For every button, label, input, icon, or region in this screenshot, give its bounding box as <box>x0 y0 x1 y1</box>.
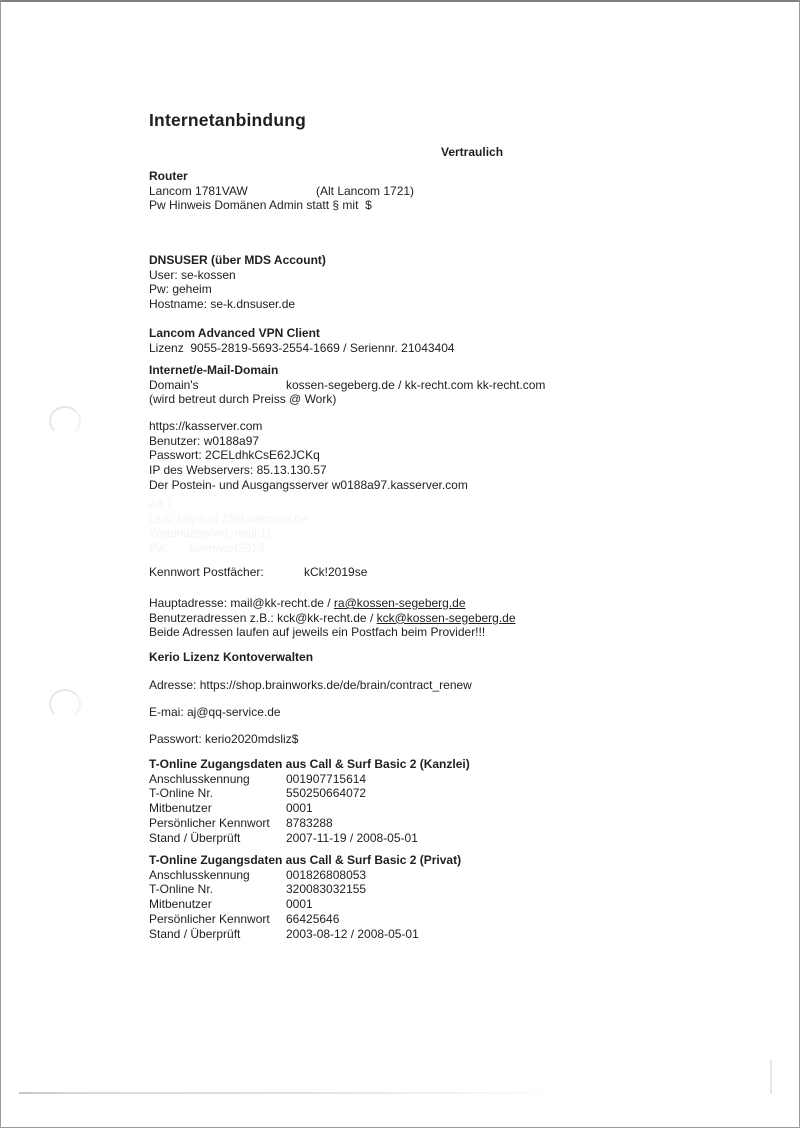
table-row <box>149 772 470 787</box>
row-value: 2003-08-12 / 2008-05-01 <box>286 926 419 941</box>
dnsuser-hostname: Hostname: se-k.dnsuser.de <box>149 297 296 312</box>
row-label: Mitbenutzer <box>149 897 212 912</box>
router-model: Lancom 1781VAW <box>149 183 248 198</box>
section-heading: DNSUSER (über MDS Account) <box>149 253 326 267</box>
kerio-email: E-mai: aj@qq-service.de <box>149 705 281 719</box>
row-label: Mitbenutzer <box>149 801 212 816</box>
table-row <box>149 786 470 801</box>
faded-line: Alt 7 <box>149 497 174 511</box>
faded-line: Link: https://1736f.webmail.de <box>149 511 308 526</box>
user-address-link: kck@kossen-segeberg.de <box>376 610 516 625</box>
table-row <box>149 897 461 912</box>
kerio-email-line <box>149 705 281 720</box>
scan-artifact-bottom-line <box>19 1092 564 1094</box>
confidential-label: Vertraulich <box>441 145 504 159</box>
row-label: Anschlusskennung <box>149 867 250 882</box>
section-heading: Lancom Advanced VPN Client <box>149 326 320 340</box>
dnsuser-user: User: se-kossen <box>149 267 236 282</box>
mailbox-password-row <box>149 565 367 580</box>
section-tonline-privat <box>149 853 461 941</box>
vpn-license: Lizenz 9055-2819-5693-2554-1669 / Seriennr. 21043404 <box>149 340 455 355</box>
domain-label: Domain's <box>149 377 199 392</box>
kasserver-password: Passwort: 2CELdhkCsE62JCKq <box>149 448 320 463</box>
row-label: Stand / Überprüft <box>149 926 241 941</box>
main-address-link: ra@kossen-segeberg.de <box>333 596 466 610</box>
punch-hole <box>49 406 81 436</box>
section-vpn-client <box>149 326 455 355</box>
section-heading: T-Online Zugangsdaten aus Call & Surf Basic 2 (Kanzlei) <box>149 757 470 771</box>
section-kerio <box>149 650 313 665</box>
router-model-line <box>149 184 415 199</box>
mailbox-password-label: Kennwort Postfächer: <box>149 565 264 579</box>
row-value: 320083032155 <box>286 882 367 897</box>
faded-line: Webmailserver, mail 1f <box>149 526 271 541</box>
row-value: 8783288 <box>286 815 333 830</box>
row-value: 2007-11-19 / 2008-05-01 <box>286 830 418 845</box>
table-row <box>149 882 461 897</box>
faded-line: Pw: kennwort2019 <box>149 541 265 556</box>
scan-artifact-right-edge <box>770 1060 772 1094</box>
domain-row <box>149 378 545 393</box>
section-mailbox-password <box>149 565 367 580</box>
router-model-alt: (Alt Lancom 1721) <box>316 183 415 198</box>
section-tonline-kanzlei <box>149 757 470 845</box>
row-value: 001826808053 <box>286 867 367 882</box>
table-row <box>149 831 470 846</box>
section-heading: Internet/e-Mail-Domain <box>149 363 279 377</box>
table-row <box>149 927 461 942</box>
section-kasserver <box>149 419 468 493</box>
user-address-line <box>149 611 516 626</box>
row-label: Anschlusskennung <box>149 771 250 786</box>
domain-note: (wird betreut durch Preiss @ Work) <box>149 392 337 407</box>
row-value: 001907715614 <box>286 771 367 786</box>
section-heading: T-Online Zugangsdaten aus Call & Surf Basic 2 (Privat) <box>149 853 462 867</box>
row-label: Persönlicher Kennwort <box>149 815 270 830</box>
row-label: T-Online Nr. <box>149 882 214 897</box>
row-value: 66425646 <box>286 911 340 926</box>
kasserver-user: Benutzer: w0188a97 <box>149 433 260 448</box>
dnsuser-password: Pw: geheim <box>149 282 212 297</box>
section-domain <box>149 363 545 407</box>
section-dnsuser <box>149 253 326 312</box>
addresses-note: Beide Adressen laufen auf jeweils ein Postfach beim Provider!!! <box>149 625 486 640</box>
table-row <box>149 816 470 831</box>
router-pw-note: Pw Hinweis Domänen Admin statt § mit $ <box>149 198 372 213</box>
section-heading: Router <box>149 169 188 183</box>
row-label: T-Online Nr. <box>149 786 214 801</box>
section-router <box>149 169 415 213</box>
row-value: 0001 <box>286 897 313 912</box>
row-label: Persönlicher Kennwort <box>149 911 270 926</box>
row-value: 0001 <box>286 801 313 816</box>
kerio-password: Passwort: kerio2020mdsliz$ <box>149 732 299 746</box>
kerio-password-line <box>149 732 298 747</box>
punch-hole <box>49 689 81 719</box>
main-address-line <box>149 596 516 611</box>
section-heading: Kerio Lizenz Kontoverwalten <box>149 650 314 664</box>
row-label: Stand / Überprüft <box>149 830 241 845</box>
user-address-prefix: Benutzeradressen z.B.: kck@kk-recht.de / <box>149 610 377 625</box>
table-row <box>149 868 461 883</box>
page-title: Internetanbindung <box>149 110 306 130</box>
mailbox-password-value: kCk!2019se <box>304 565 368 579</box>
kerio-address-line <box>149 678 472 693</box>
table-row <box>149 912 461 927</box>
section-addresses <box>149 596 516 640</box>
kasserver-mailserver: Der Postein- und Ausgangsserver w0188a97.kasserver.com <box>149 477 468 492</box>
faded-erased-text-block <box>149 497 308 556</box>
kasserver-url: https://kasserver.com <box>149 419 263 433</box>
table-row <box>149 801 470 816</box>
main-address-prefix: Hauptadresse: mail@kk-recht.de / <box>149 596 334 610</box>
kerio-address: Adresse: https://shop.brainworks.de/de/brain/contract_renew <box>149 678 472 692</box>
domain-value: kossen-segeberg.de / kk-recht.com kk-recht.com <box>286 377 546 392</box>
kasserver-ip: IP des Webservers: 85.13.130.57 <box>149 463 327 478</box>
row-value: 550250664072 <box>286 786 367 801</box>
